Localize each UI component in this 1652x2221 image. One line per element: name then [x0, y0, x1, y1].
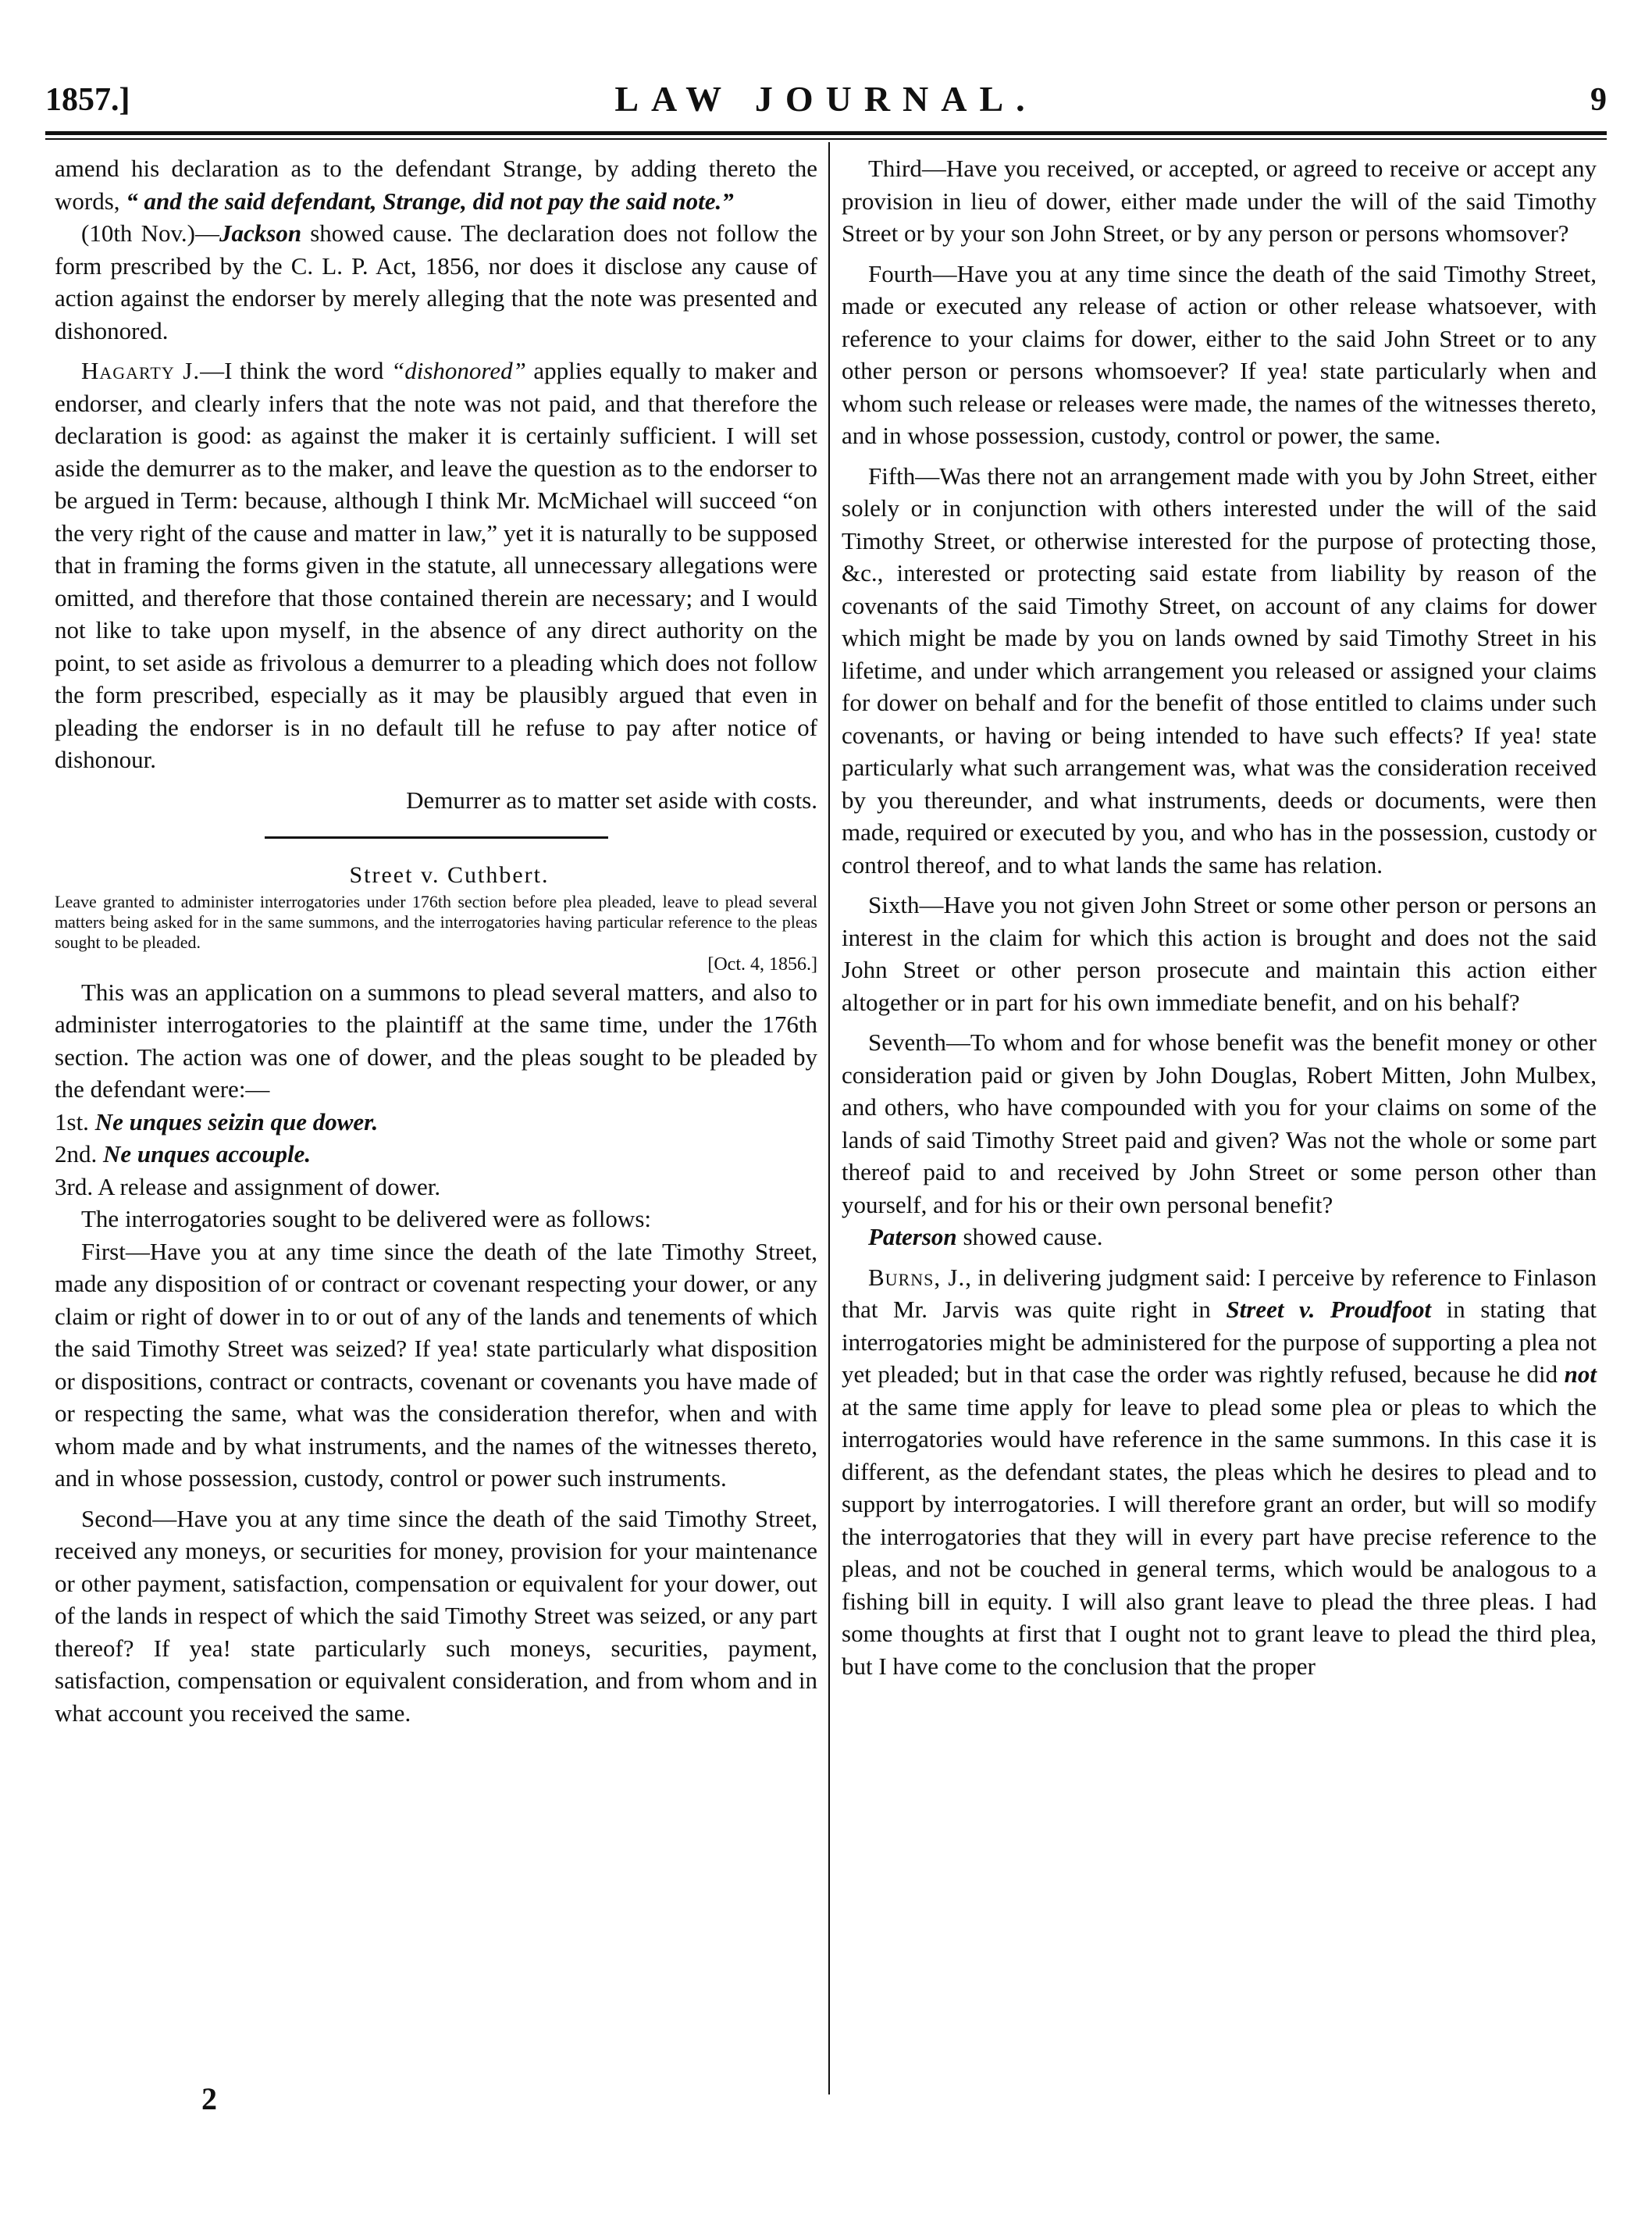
counsel-name: Paterson	[868, 1223, 957, 1250]
quoted-words: “ and the said defendant, Strange, did not pay the said note.”	[126, 187, 734, 215]
plea-item: 3rd. A release and assignment of dower.	[55, 1172, 441, 1200]
text-span: —I think the word	[200, 357, 391, 384]
paragraph	[842, 1261, 1597, 1683]
signature-mark: 2	[201, 2081, 217, 2116]
paragraph	[55, 217, 817, 347]
emphasized-word: “dishonored”	[390, 357, 526, 384]
paragraph: Fifth—Was there not an arrangement made with you by John Street, either solely or in conjunction with others interested under the will of the said Timothy Street, or otherwise interested for the purpose of protecting those, &c., interested or protecting said estate from liability by reason of the covenants of the said Timothy Street, on account of any claims for dower which might be made by you on lands owned by said Timothy Street in his lifetime, and under which arrangement you released or assigned your claims for dower on behalf and for the benefit of those entitled to claims under such covenants, or having or being intended to have such effects? If yea! state particularly what such arrangement was, what was the consideration received by you thereunder, and what instruments, deeds or documents, were then made, required or executed by you, and who has in the possession, custody or control thereof, and to what lands the same has relation.	[842, 462, 1597, 879]
page-header	[45, 78, 1607, 128]
paragraph: First—Have you at any time since the death of the late Timothy Street, made any disposition of or contract or covenant respecting your dower, or any claim or right of dower in to or out of any of the lands and tenements of which the said Timothy Street was seized? If yea! state particularly what disposition or dispositions, contract or contracts, covenant or covenants you have made of or respecting the same, what was the consideration therefor, when and with whom made and by what instruments, and the names of the witnesses thereto, and in whose possession, custody, control or power such instruments.	[55, 1237, 817, 1492]
plea-text: Ne unques seizin que dower.	[94, 1107, 379, 1135]
paragraph: Seventh—To whom and for whose benefit was the benefit money or other consideration paid or given by John Douglas, Robert Mitten, John Mulbex, and others, who have compounded with you for your claims on some of the lands of said Timothy Street paid and given? Was not the whole or some part thereof paid to and received by John Street or some person other than yourself, and for his or their own personal benefit?	[842, 1029, 1597, 1218]
plea-number: 2nd.	[55, 1140, 103, 1168]
header-year: 1857.]	[45, 82, 130, 118]
text-span: , in delivering judgment said: I perceive by reference to Finlason that Mr. Jarvis was quite right in	[842, 1263, 1597, 1323]
case-citation: Street v. Proudfoot	[1226, 1296, 1432, 1323]
paragraph: Fourth—Have you at any time since the death of the said Timothy Street, made or executed any release of action or other release whatsoever, with reference to your claims for dower, either to the said John Street or to any other person or persons whomsoever? If yea! state particularly when and whom such release or releases were made, the names of the witnesses thereto, and in whose possession, custody, control or power, the same.	[842, 259, 1597, 449]
text-span: showed cause.	[956, 1223, 1103, 1250]
counsel-name: Jackson	[219, 219, 302, 247]
left-column	[55, 152, 817, 1729]
emphasized-word: not	[1564, 1360, 1597, 1388]
right-column	[842, 152, 1597, 1682]
judge-name: Hagarty J.	[81, 357, 201, 384]
paragraph: Sixth—Have you not given John Street or some other person or persons an interest in the claim for which this action is brought and does not the said John Street or other person prosecute and maintain this action either altogether or in part for his own immediate benefit, and on his behalf?	[842, 891, 1597, 1016]
paragraph: This was an application on a summons to plead several matters, and also to administer interrogatories to the plaintiff at the same time, under the 176th section. The action was one of dower, and the pleas sought to be pleaded by the defendant were:—	[55, 978, 817, 1103]
plea-item	[55, 1138, 817, 1171]
header-rule-thin	[45, 138, 1607, 140]
plea-number: 1st.	[55, 1107, 95, 1135]
paragraph: Third—Have you received, or accepted, or agreed to receive or accept any provision in lieu of dower, either made under the will of the said Timothy Street or by your son John Street, or by any person or persons whomsover?	[842, 155, 1597, 247]
text-span: in stating that interrogatories might be administered for the purpose of supporting a plea not yet pleaded; but in that case the order was rightly refused, because he did	[842, 1296, 1597, 1388]
paragraph: Second—Have you at any time since the death of the said Timothy Street, received any moneys, or securities for money, provision for your maintenance or other payment, satisfaction, compensation or equivalent for your dower, out of the lands in respect of which the said Timothy Street was seized, or any part thereof? If yea! state particularly such moneys, securities, payment, satisfaction, compensation or equivalent consideration, and from whom and in what account you received the same.	[55, 1504, 817, 1727]
headnote: Leave granted to administer interrogatories under 176th section before plea pleaded, leave to plead several matters being asked for in the same summons, and the interrogatories having particular reference to the pleas sought to be pleaded.	[55, 891, 817, 952]
text-span: showed cause. The declaration does not follow the form prescribed by the C. L. P. Act, 1856, nor does it disclose any cause of action against the endorser by merely alleging that the note was presented and dishonored.	[55, 219, 817, 344]
text-span: (10th Nov.)—	[81, 219, 220, 247]
header-page-number: 9	[1590, 82, 1607, 118]
text-span: amend his declaration as to the defendant Strange, by adding thereto the words,	[55, 155, 817, 215]
case-divider	[265, 836, 608, 839]
plea-text: Ne unques accouple.	[103, 1140, 312, 1168]
text-span: applies equally to maker and endorser, and clearly infers that the note was not paid, and that therefore the declaration is good: as against the maker it is certainly sufficient. I will set aside the demurrer as to the maker, and leave the question as to the endorser to be argued in Term: because, although I think Mr. McMichael will succeed “on the very right of the cause and matter in law,” yet it is naturally to be supposed that in framing the forms given in the statute, all unnecessary allegations were omitted, and therefore that those contained therein are necessary; and I would not like to take upon myself, in the absence of any direct authority on the point, to set aside as frivolous a demurrer to a pleading which does not follow the form prescribed, especially as it may be plausibly argued that even in pleading the endorser is in no default till he refuse to pay after notice of dishonour.	[55, 357, 817, 773]
header-rule-thick	[45, 131, 1607, 135]
paragraph: The interrogatories sought to be delivered were as follows:	[81, 1205, 651, 1232]
paragraph	[842, 1221, 1597, 1253]
column-divider	[828, 142, 830, 2094]
case-date: [Oct. 4, 1856.]	[707, 954, 817, 975]
judge-name: Burns, J.	[868, 1263, 966, 1291]
case-title: Street v. Cuthbert.	[349, 862, 550, 888]
plea-item	[55, 1106, 817, 1139]
paragraph	[55, 152, 817, 217]
paragraph	[55, 355, 817, 776]
header-title: LAW JOURNAL.	[614, 79, 1038, 119]
text-span: at the same time apply for leave to plead some plea or pleas to which the interrogatories would have reference in the same summons. In this case it is different, as the defendant states, the pleas which he desires to plead and to support by interrogatories. I will therefore grant an order, but will so modify the interrogatories that they will in every part have precise reference to the pleas, and not be couched in general terms, which would be analogous to a fishing bill in equity. I will also grant leave to plead the three pleas. I had some thoughts at first that I ought not to grant leave to plead the third plea, but I have come to the conclusion that the proper	[842, 1392, 1597, 1680]
judgment-result: Demurrer as to matter set aside with costs.	[406, 786, 817, 814]
